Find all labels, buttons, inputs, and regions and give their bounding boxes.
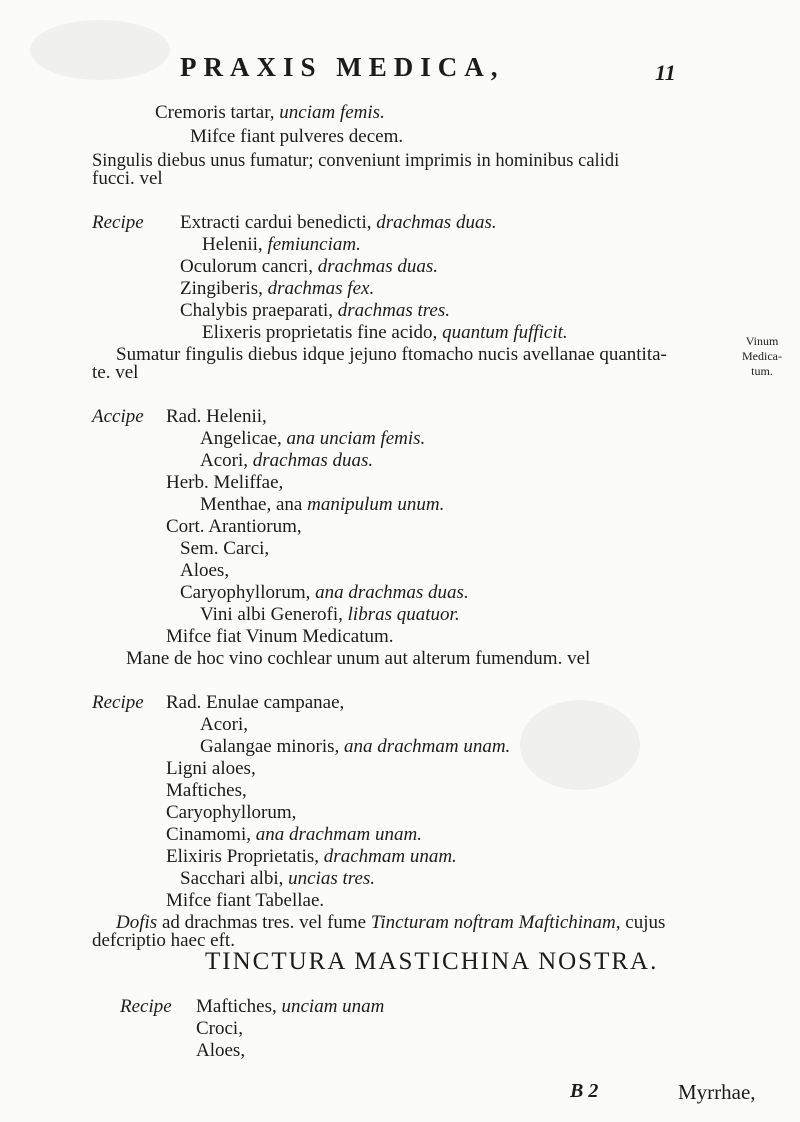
text-line: Acori, drachmas duas.: [200, 450, 374, 471]
text-line: Extracti cardui benedicti, drachmas duas.: [180, 212, 497, 233]
text-line: Chalybis praeparati, drachmas tres.: [180, 300, 451, 321]
recipe-label: Accipe: [92, 406, 144, 427]
text-line: defcriptio haec eft.: [92, 930, 235, 951]
paper-stain: [30, 20, 170, 80]
text-line: Caryophyllorum, ana drachmas duas.: [180, 582, 469, 603]
margin-note-line: Medica-: [742, 349, 782, 363]
text-line: Zingiberis, drachmas fex.: [180, 278, 375, 299]
text-line: Vini albi Generofi, libras quatuor.: [200, 604, 460, 625]
section-title: TINCTURA MASTICHINA NOSTRA.: [205, 948, 659, 975]
recipe-label: Recipe: [92, 212, 144, 233]
text-line: Galangae minoris, ana drachmam unam.: [200, 736, 511, 757]
text-line: Cinamomi, ana drachmam unam.: [166, 824, 422, 845]
text-line: Sacchari albi, uncias tres.: [180, 868, 376, 889]
text-line: Sumatur fingulis diebus idque jejuno ftomacho nucis avellanae quantita-: [116, 344, 667, 365]
ingredient-text: Cremoris tartar,: [155, 102, 280, 123]
text-line: Menthae, ana manipulum unum.: [200, 494, 445, 515]
text-line: Caryophyllorum,: [166, 802, 297, 823]
text-line: Elixeris proprietatis fine acido, quantum fufficit.: [202, 322, 568, 343]
text-line: Mifce fiat Vinum Medicatum.: [166, 626, 394, 647]
catchword: Myrrhae,: [678, 1080, 756, 1104]
text-line: Rad. Enulae campanae,: [166, 692, 345, 713]
text-line: Mifce fiant Tabellae.: [166, 890, 325, 911]
text-line: Aloes,: [196, 1040, 246, 1061]
recipe-label: Recipe: [120, 996, 172, 1017]
text-line: Cort. Arantiorum,: [166, 516, 302, 537]
text-line: Sem. Carci,: [180, 538, 270, 559]
margin-note-line: tum.: [751, 364, 773, 378]
text-line: Herb. Meliffae,: [166, 472, 284, 493]
margin-note: [734, 334, 790, 379]
text-line: fucci. vel: [92, 168, 163, 189]
text-line: Maftiches,: [166, 780, 247, 801]
text-line: Elixiris Proprietatis, drachmam unam.: [166, 846, 457, 867]
dose-text: unciam femis.: [279, 102, 385, 123]
text-line: Dofis ad drachmas tres. vel fume Tincturam noftram Maftichinam, cujus: [116, 912, 666, 933]
text-line: [155, 102, 385, 124]
page-number: 11: [655, 60, 676, 85]
margin-note-line: Vinum: [745, 334, 779, 348]
text-line: Mane de hoc vino cochlear unum aut alterum fumendum. vel: [126, 648, 591, 669]
text-line: Acori,: [200, 714, 249, 735]
signature-mark: B 2: [570, 1080, 599, 1102]
text-line: Croci,: [196, 1018, 243, 1039]
text-line: te. vel: [92, 362, 139, 383]
text-line: Oculorum cancri, drachmas duas.: [180, 256, 439, 277]
text-line: Helenii, femiunciam.: [202, 234, 361, 255]
running-head: PRAXIS MEDICA,: [180, 52, 505, 82]
paper-stain: [520, 700, 640, 790]
text-line: Singulis diebus unus fumatur; conveniunt imprimis in hominibus calidi: [92, 151, 620, 171]
text-line: Maftiches, unciam unam: [196, 996, 385, 1017]
text-line: Ligni aloes,: [166, 758, 256, 779]
text-line: Aloes,: [180, 560, 230, 581]
text-line: Angelicae, ana unciam femis.: [200, 428, 426, 449]
recipe-label: Recipe: [92, 692, 144, 713]
text-line: Rad. Helenii,: [166, 406, 267, 427]
text-line: Mifce fiant pulveres decem.: [190, 126, 404, 147]
